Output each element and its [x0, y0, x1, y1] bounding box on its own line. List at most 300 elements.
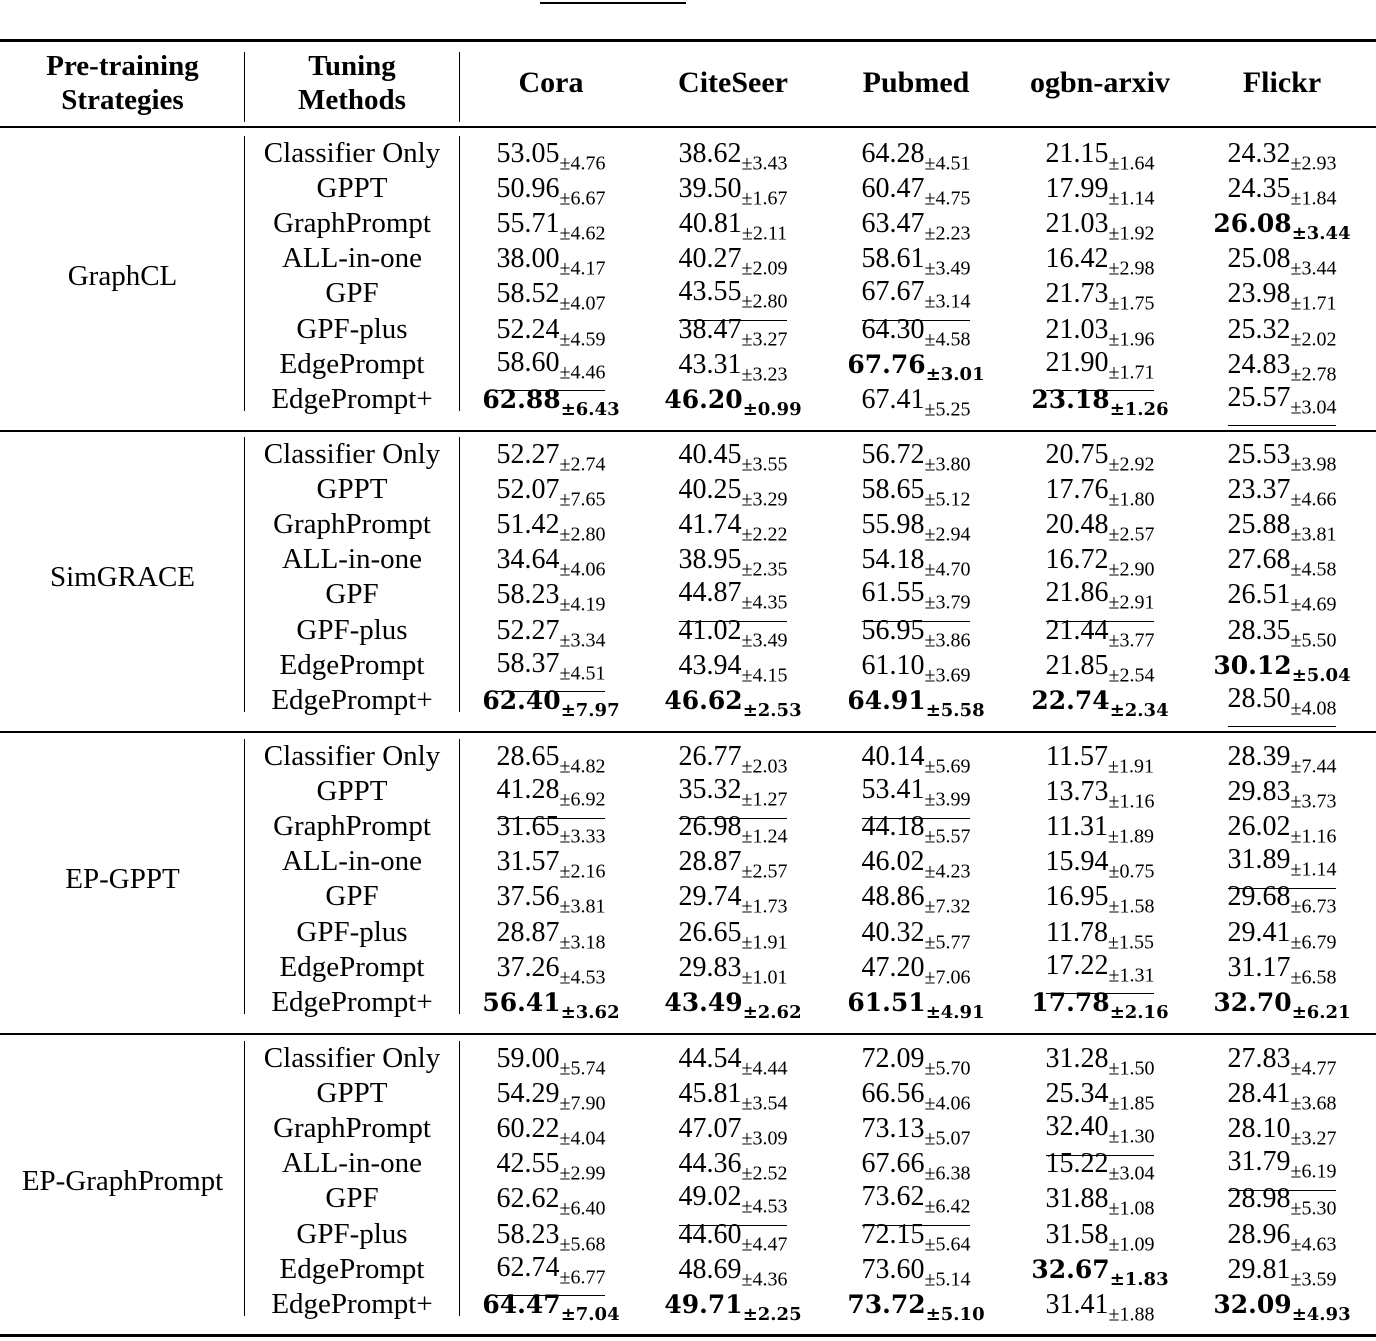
std-value: ±3.29 — [741, 488, 788, 511]
result-cell — [463, 1287, 639, 1332]
std-value: ±7.44 — [1290, 755, 1337, 778]
group-separator-rule — [0, 430, 1376, 432]
best-value — [1213, 1287, 1350, 1332]
mean-value: 26.98 — [678, 811, 742, 843]
std-value: ±6.79 — [1290, 931, 1337, 954]
std-value: ±6.73 — [1290, 895, 1337, 918]
mean-value: 28.10 — [1227, 1113, 1291, 1145]
mean-value: 64.28 — [861, 138, 925, 169]
mean-value: 45.81 — [678, 1078, 742, 1110]
std-value: ±3.27 — [741, 328, 788, 351]
std-value: ±4.47 — [741, 1233, 788, 1256]
mean-value: 64.91 — [847, 685, 926, 715]
mean-value: 73.72 — [847, 1289, 926, 1319]
best-value — [664, 382, 801, 427]
mean-value: 42.55 — [496, 1148, 560, 1180]
std-value: ±3.44 — [1291, 223, 1351, 245]
std-value: ±1.85 — [1108, 1092, 1155, 1115]
table-row — [0, 879, 1376, 918]
std-value: ±6.19 — [1290, 1160, 1337, 1183]
mean-value: 16.95 — [1045, 881, 1109, 913]
mean-value: 54.18 — [861, 544, 925, 576]
group-separator-rule — [0, 1033, 1376, 1035]
std-value: ±5.07 — [924, 1127, 971, 1150]
mean-value: 52.27 — [496, 614, 560, 646]
mean-value: 60.22 — [496, 1113, 560, 1145]
mean-value: 29.74 — [678, 881, 742, 913]
mean-value: 62.40 — [482, 685, 561, 715]
table-row — [0, 1181, 1376, 1220]
std-value: ±1.14 — [1108, 187, 1155, 210]
std-value: ±4.53 — [559, 966, 606, 989]
mean-value: 37.26 — [496, 951, 560, 983]
mean-value: 21.15 — [1045, 138, 1109, 169]
std-value: ±3.44 — [1290, 257, 1337, 280]
group-ep-graphprompt — [0, 1041, 1376, 1326]
mean-value: 28.50 — [1227, 682, 1291, 714]
header-citeseer: CiteSeer — [678, 66, 788, 99]
std-value: ±1.30 — [1108, 1125, 1155, 1148]
std-value: ±4.07 — [559, 292, 606, 315]
mean-value: 29.68 — [1227, 881, 1291, 913]
tuning-method: GraphPrompt — [273, 508, 431, 541]
mean-value: 49.71 — [664, 1289, 743, 1319]
mean-value: 28.35 — [1227, 614, 1291, 646]
mean-value: 52.07 — [496, 474, 560, 506]
mean-value: 17.22 — [1045, 949, 1109, 981]
std-value: ±3.80 — [924, 453, 971, 476]
tuning-method: GPF — [325, 578, 379, 611]
mean-value: 32.09 — [1213, 1289, 1292, 1319]
std-value: ±1.83 — [1109, 1268, 1169, 1290]
tuning-method: GPF-plus — [296, 613, 408, 646]
mean-value: 53.05 — [496, 138, 560, 169]
std-value: ±5.70 — [924, 1057, 971, 1080]
mean-value: 40.27 — [678, 243, 742, 275]
mean-value: 21.03 — [1045, 208, 1109, 240]
mean-value: 28.87 — [678, 846, 742, 878]
mean-value: 31.88 — [1045, 1183, 1109, 1215]
mean-value: 21.90 — [1045, 346, 1109, 378]
std-value: ±4.51 — [924, 152, 971, 175]
table-row — [0, 1041, 1376, 1080]
mean-value: 50.96 — [496, 173, 560, 205]
tuning-method: GraphPrompt — [273, 207, 431, 240]
tuning-method: EdgePrompt+ — [271, 985, 433, 1018]
table-row — [0, 472, 1376, 511]
std-value: ±1.08 — [1108, 1197, 1155, 1220]
tuning-method: GraphPrompt — [273, 810, 431, 843]
result-cell — [1012, 985, 1188, 1030]
mean-value: 20.48 — [1045, 509, 1109, 541]
result-cell — [1194, 1287, 1370, 1332]
header-pretraining-strategies — [0, 49, 245, 117]
result-cell — [645, 382, 821, 427]
group-graphcl — [0, 136, 1376, 421]
std-value: ±1.91 — [741, 931, 788, 954]
std-value: ±5.25 — [924, 398, 971, 421]
std-value: ±4.77 — [1290, 1057, 1337, 1080]
header-divider-2 — [459, 52, 460, 122]
std-value: ±3.33 — [559, 825, 606, 848]
mean-value: 37.56 — [496, 881, 560, 913]
tuning-method: ALL-in-one — [281, 1147, 423, 1180]
std-value: ±2.25 — [742, 1303, 802, 1325]
tuning-method: ALL-in-one — [281, 543, 423, 576]
tuning-method: GPF — [325, 277, 379, 310]
std-value: ±1.16 — [1108, 790, 1155, 813]
tuning-method: Classifier Only — [263, 438, 441, 470]
std-value: ±1.92 — [1108, 222, 1155, 245]
std-value: ±4.46 — [559, 361, 606, 384]
tuning-method: EdgePrompt — [279, 1252, 425, 1285]
std-value: ±6.38 — [924, 1162, 971, 1185]
table-row — [0, 915, 1376, 954]
std-value: ±5.04 — [1291, 664, 1351, 686]
group-separator-rule — [0, 731, 1376, 733]
table-row — [0, 949, 1376, 989]
std-value: ±3.01 — [925, 363, 985, 385]
mean-value: 29.41 — [1227, 916, 1291, 948]
tuning-method: EdgePrompt+ — [271, 382, 433, 415]
mean-value: 64.30 — [861, 313, 925, 345]
mean-value: 40.81 — [678, 208, 742, 240]
std-value: ±2.74 — [559, 453, 606, 476]
table-row — [0, 647, 1376, 687]
std-value: ±6.77 — [559, 1266, 606, 1289]
mean-value: 58.23 — [496, 1218, 560, 1250]
std-value: ±3.79 — [924, 591, 971, 614]
std-value: ±6.43 — [560, 398, 620, 420]
best-value — [1031, 985, 1168, 1030]
std-value: ±1.88 — [1108, 1303, 1155, 1326]
std-value: ±5.12 — [924, 488, 971, 511]
tuning-method: Classifier Only — [263, 1042, 441, 1074]
std-value: ±4.82 — [559, 755, 606, 778]
mean-value: 67.67 — [861, 276, 925, 308]
std-value: ±4.66 — [1290, 488, 1337, 511]
mean-value: 43.31 — [678, 348, 742, 380]
table-row — [0, 844, 1376, 883]
mean-value: 72.15 — [861, 1218, 925, 1250]
std-value: ±3.98 — [1290, 453, 1337, 476]
std-value: ±4.76 — [559, 152, 606, 175]
best-value — [482, 1287, 619, 1332]
mean-value: 51.42 — [496, 509, 560, 541]
std-value: ±3.69 — [924, 664, 971, 687]
std-value: ±0.75 — [1108, 860, 1155, 883]
mean-value: 58.52 — [496, 278, 560, 310]
mean-value: 26.65 — [678, 916, 742, 948]
mean-value: 38.47 — [678, 313, 742, 345]
std-value: ±1.75 — [1108, 292, 1155, 315]
mean-value: 16.42 — [1045, 243, 1109, 275]
std-value: ±3.43 — [741, 152, 788, 175]
table-row — [0, 985, 1376, 1023]
std-value: ±6.42 — [924, 1195, 971, 1218]
mean-value: 31.57 — [496, 846, 560, 878]
std-value: ±3.73 — [1290, 790, 1337, 813]
std-value: ±1.89 — [1107, 825, 1154, 848]
table-row — [0, 809, 1376, 848]
tuning-method: GPPT — [316, 775, 388, 808]
std-value: ±4.15 — [741, 664, 788, 687]
mean-value: 48.86 — [861, 881, 925, 913]
mean-value: 25.08 — [1227, 243, 1291, 275]
mean-value: 41.28 — [496, 774, 560, 806]
std-value: ±2.54 — [1108, 664, 1155, 687]
mean-value: 11.78 — [1046, 916, 1108, 948]
std-value: ±6.58 — [1290, 966, 1337, 989]
std-value: ±1.91 — [1107, 755, 1154, 778]
std-value: ±1.71 — [1290, 292, 1337, 315]
mean-value: 16.72 — [1045, 544, 1109, 576]
std-value: ±3.86 — [924, 629, 971, 652]
mean-value: 58.61 — [861, 243, 925, 275]
table-row — [0, 542, 1376, 581]
mean-value: 31.79 — [1227, 1146, 1291, 1178]
strategy-label: SimGRACE — [49, 561, 196, 593]
strategy-label: EP-GPPT — [65, 863, 180, 895]
std-value: ±5.50 — [1290, 629, 1337, 652]
mean-value: 62.62 — [496, 1183, 560, 1215]
table-row — [0, 1251, 1376, 1291]
tuning-method: GPF-plus — [296, 1217, 408, 1250]
std-value: ±2.02 — [1290, 328, 1337, 351]
tuning-method: EdgePrompt — [279, 950, 425, 983]
result-cell — [1012, 683, 1188, 728]
mean-value: 25.34 — [1045, 1078, 1109, 1110]
std-value: ±3.54 — [741, 1092, 788, 1115]
std-value: ±4.70 — [924, 558, 971, 581]
mean-value: 60.47 — [861, 173, 925, 205]
std-value: ±1.55 — [1107, 931, 1154, 954]
std-value: ±1.14 — [1290, 858, 1337, 881]
mean-value: 25.53 — [1227, 439, 1291, 470]
table-row — [0, 437, 1376, 476]
mean-value: 28.39 — [1227, 741, 1291, 772]
mean-value: 38.95 — [678, 544, 742, 576]
mean-value: 26.77 — [678, 741, 742, 772]
header-method-line-2: Methods — [298, 84, 406, 116]
std-value: ±3.68 — [1290, 1092, 1337, 1115]
header-pubmed: Pubmed — [862, 66, 970, 99]
value — [862, 382, 971, 428]
best-value — [1031, 683, 1168, 728]
std-value: ±2.99 — [559, 1162, 606, 1185]
mean-value: 21.86 — [1045, 577, 1109, 609]
std-value: ±4.36 — [741, 1268, 788, 1291]
std-value: ±3.18 — [559, 931, 606, 954]
strategy-label: GraphCL — [67, 260, 178, 292]
top-rule — [0, 39, 1376, 42]
std-value: ±6.67 — [559, 187, 606, 210]
result-cell — [1012, 1287, 1188, 1333]
mean-value: 31.65 — [496, 811, 560, 843]
std-value: ±4.91 — [925, 1001, 985, 1023]
mean-value: 40.14 — [861, 741, 925, 772]
std-value: ±3.81 — [559, 895, 606, 918]
mean-value: 28.41 — [1227, 1078, 1291, 1110]
std-value: ±2.57 — [741, 860, 788, 883]
tuning-method: EdgePrompt+ — [271, 683, 433, 716]
table-row — [0, 1146, 1376, 1185]
mean-value: 32.67 — [1031, 1254, 1110, 1284]
std-value: ±5.14 — [924, 1268, 971, 1291]
std-value: ±4.53 — [741, 1195, 788, 1218]
std-value: ±2.09 — [741, 257, 788, 280]
mean-value: 61.51 — [847, 987, 926, 1017]
best-value — [847, 985, 984, 1030]
std-value: ±5.74 — [559, 1057, 606, 1080]
mean-value: 38.00 — [496, 243, 560, 275]
best-value — [664, 985, 801, 1030]
tuning-method: EdgePrompt — [279, 648, 425, 681]
std-value: ±7.65 — [559, 488, 606, 511]
table-row — [0, 136, 1376, 175]
table-row — [0, 346, 1376, 386]
mean-value: 43.55 — [678, 276, 742, 308]
tuning-method: EdgePrompt+ — [271, 1287, 433, 1320]
std-value: ±7.06 — [924, 966, 971, 989]
table-row — [0, 206, 1376, 245]
tuning-method: GPF-plus — [296, 312, 408, 345]
mean-value: 40.25 — [678, 474, 742, 506]
mean-value: 73.62 — [861, 1181, 925, 1213]
std-value: ±2.16 — [1109, 1001, 1169, 1023]
tuning-method: GPPT — [316, 473, 388, 506]
std-value: ±1.26 — [1109, 398, 1169, 420]
mean-value: 62.74 — [496, 1251, 560, 1283]
mean-value: 41.02 — [678, 614, 742, 646]
mean-value: 24.35 — [1227, 173, 1291, 205]
mean-value: 29.83 — [678, 951, 742, 983]
header-strategy-line-2: Strategies — [61, 84, 184, 116]
std-value: ±5.68 — [559, 1233, 606, 1256]
strategy-label: EP-GraphPrompt — [21, 1165, 224, 1197]
std-value: ±1.50 — [1108, 1057, 1155, 1080]
result-cell — [463, 382, 639, 427]
mean-value: 15.22 — [1045, 1148, 1109, 1180]
mean-value: 64.47 — [482, 1289, 561, 1319]
best-value — [664, 1287, 801, 1332]
table-row — [0, 276, 1376, 315]
std-value: ±4.59 — [559, 328, 606, 351]
tuning-method: Classifier Only — [263, 137, 441, 169]
header-strategy-line-1: Pre-training — [46, 50, 199, 82]
std-value: ±2.98 — [1108, 257, 1155, 280]
mean-value: 56.72 — [861, 439, 925, 470]
mean-value: 25.57 — [1227, 381, 1291, 413]
std-value: ±4.04 — [559, 1127, 606, 1150]
std-value: ±2.94 — [924, 523, 971, 546]
result-cell — [463, 683, 639, 728]
std-value: ±2.57 — [1108, 523, 1155, 546]
std-value: ±4.44 — [741, 1057, 788, 1080]
mean-value: 61.10 — [861, 649, 925, 681]
second-best-value — [1228, 683, 1337, 728]
mean-value: 11.31 — [1046, 811, 1108, 843]
table-row — [0, 774, 1376, 813]
result-cell — [828, 1287, 1004, 1332]
result-cell — [828, 985, 1004, 1030]
std-value: ±2.22 — [741, 523, 788, 546]
table-row — [0, 381, 1376, 421]
std-value: ±5.69 — [924, 755, 971, 778]
std-value: ±4.69 — [1290, 593, 1337, 616]
value — [1046, 1287, 1155, 1333]
mean-value: 22.74 — [1031, 685, 1110, 715]
mean-value: 24.32 — [1227, 138, 1291, 169]
mean-value: 31.28 — [1045, 1043, 1109, 1074]
tuning-method: GPPT — [316, 1077, 388, 1110]
mean-value: 30.12 — [1213, 650, 1292, 680]
best-value — [847, 1287, 984, 1332]
mean-value: 55.71 — [496, 208, 560, 240]
mean-value: 17.78 — [1031, 987, 1110, 1017]
mean-value: 67.66 — [861, 1148, 925, 1180]
std-value: ±2.92 — [1108, 453, 1155, 476]
std-value: ±2.91 — [1108, 591, 1155, 614]
mean-value: 28.98 — [1227, 1183, 1291, 1215]
mean-value: 47.20 — [861, 951, 925, 983]
std-value: ±4.35 — [741, 591, 788, 614]
std-value: ±3.04 — [1108, 1162, 1155, 1185]
mean-value: 58.65 — [861, 474, 925, 506]
best-value — [482, 382, 619, 427]
std-value: ±2.23 — [924, 222, 971, 245]
bottom-rule — [0, 1334, 1376, 1337]
header-flickr: Flickr — [1242, 66, 1322, 99]
mean-value: 28.96 — [1227, 1218, 1291, 1250]
table-row — [0, 739, 1376, 778]
std-value: ±3.09 — [741, 1127, 788, 1150]
std-value: ±1.01 — [741, 966, 788, 989]
mean-value: 25.88 — [1227, 509, 1291, 541]
table-row — [0, 1217, 1376, 1256]
std-value: ±1.58 — [1108, 895, 1155, 918]
std-value: ±6.40 — [559, 1197, 606, 1220]
std-value: ±4.58 — [924, 328, 971, 351]
mean-value: 31.89 — [1227, 844, 1291, 876]
std-value: ±5.58 — [925, 699, 985, 721]
caption-underline — [540, 2, 686, 4]
mean-value: 29.81 — [1227, 1253, 1291, 1285]
std-value: ±2.16 — [559, 860, 606, 883]
mean-value: 32.70 — [1213, 987, 1292, 1017]
mean-value: 63.47 — [861, 208, 925, 240]
std-value: ±3.99 — [924, 788, 971, 811]
mean-value: 17.76 — [1045, 474, 1109, 506]
std-value: ±0.99 — [742, 398, 802, 420]
result-cell — [463, 985, 639, 1030]
std-value: ±2.80 — [741, 290, 788, 313]
std-value: ±3.34 — [559, 629, 606, 652]
std-value: ±3.27 — [1290, 1127, 1337, 1150]
std-value: ±4.93 — [1291, 1303, 1351, 1325]
best-value — [482, 683, 619, 728]
std-value: ±2.35 — [741, 558, 788, 581]
result-cell — [828, 382, 1004, 428]
std-value: ±4.63 — [1290, 1233, 1337, 1256]
mean-value: 52.24 — [496, 313, 560, 345]
table-row — [0, 1287, 1376, 1326]
std-value: ±4.62 — [559, 222, 606, 245]
header-cora: Cora — [518, 66, 584, 99]
result-cell — [828, 683, 1004, 728]
mean-value: 32.40 — [1045, 1111, 1109, 1143]
tuning-method: GraphPrompt — [273, 1112, 431, 1145]
